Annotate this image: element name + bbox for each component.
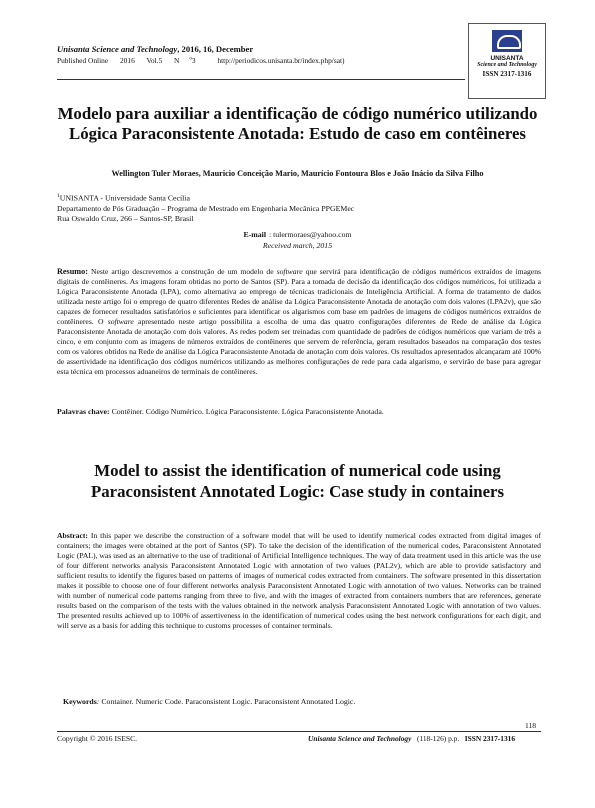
palavras-chave: Palavras chave: Contêiner. Código Numérico. Lógica Paraconsistente. Lógica Paraconsistente Anotada. — [57, 407, 384, 416]
affiliation — [57, 191, 354, 225]
footer-journal: Unisanta Science and Technology — [308, 734, 412, 743]
palavras-label: Palavras chave: — [57, 407, 110, 416]
publication-line — [57, 56, 355, 65]
resumo-label: Resumo: — [57, 267, 88, 276]
footer-copyright: Copyright © 2016 ISESC. — [57, 734, 138, 743]
journal-header — [57, 44, 253, 54]
logo-issn: ISSN 2317-1316 — [482, 70, 532, 78]
volume: Vol.5 — [146, 56, 163, 65]
logo-name: UNISANTA — [490, 55, 524, 62]
email-label: E-mail — [243, 230, 266, 239]
university-crest-icon — [492, 30, 522, 52]
resumo-paragraph: Resumo: Neste artigo descrevemos a construção de um modelo de software que servirá para identificação de códigos numéricos extraídos de imagens digitais de contêineres. As imagens foram obtidas no porto de Santos (SP). Para a tomada de decisão da identificação dos códigos numéricos, foi utilizada a Lógica Paraconsistente Anotada (LPA), como alternativa ao emprego de técnicas tradicionais de Inteligência Artificial. A forma de tratamento de dados utilizada neste artigo foi o emprego de quatro diferentes Redes de análise da Lógica Paraconsistente Anotada de anotação com dois valores (LPA2v), que são capazes de fornecer resultados satisfatórios e suficientes para identificar os algarismos com base em padrões de imagens de códigos numéricos extraídos de contêineres. O software apresentado neste artigo possibilita a escolha de uma das quatro configurações diferentes de Rede de análise da Lógica Paraconsistente Anotada de anotação com dois valores. As redes podem ser treinadas com quantidade de padrões de códigos numéricos que variam de três a cinco, e em conjunto com as imagens de números extraídos de contêineres que servem de referência, geram resultados baseados na comparação dos testes com os valores obtidos na Rede de análise da Lógica Paraconsistente Anotada de anotação com dois valores. Os resultados apresentados alcançaram até 100% de assertividade na identificação dos códigos numéricos utilizando as melhores configurações de rede para cada algarismo, e servirão de base para agregar esta técnica em processos aduaneiros de terminais de contêineres. — [57, 267, 541, 377]
affiliation-line-1: $^1$UNISANTA - Universidade Santa Cecília — [57, 193, 190, 203]
header-divider — [57, 79, 465, 80]
received-date: Received march, 2015 — [262, 241, 333, 250]
journal-logo-box — [468, 23, 546, 99]
journal-name: Unisanta Science and Technology — [57, 44, 178, 54]
journal-issue: , 2016, 16, December — [177, 44, 254, 54]
keywords-label: Keywords — [63, 697, 97, 706]
published-online: Published Online — [57, 56, 109, 65]
footer-issn: ISSN 2317-1316 — [464, 734, 516, 743]
footer-citation — [308, 734, 515, 743]
author-email — [0, 230, 595, 239]
page-number: 118 — [525, 721, 537, 730]
publication-year: 2016 — [119, 56, 135, 65]
keywords: Keywords: Container. Numeric Code. Paraconsistent Logic. Paraconsistent Annotated Logic. — [63, 697, 356, 706]
journal-url[interactable]: http://periodicos.unisanta.br/index.php/sat) — [217, 56, 345, 65]
article-title-en: Model to assist the identification of numerical code using Paraconsistent Annotated Logic: Case study in containers — [90, 461, 504, 501]
abstract-paragraph: Abstract: In this paper we describe the construction of a software model that will be used to identify numerical codes extracted from digital images of containers; the images were obtained at the port of Santos (SP). To take the decision of the identification of the numerical codes, Paraconsistent Annotated Logic (PAL), was used as an alternative to the use of traditional of Artificial Intelligence techniques. The way of data treatment used in this article was the use of four different networks analysis Paraconsistent Annotated Logic with annotation of two values (PAL2v), which are able to provide satisfactory and sufficient results to identify the figures based on patterns of images of numerical codes extracted from containers. The software presented in this dissertation makes it possible to choose one of four different networks analysis Paraconsistent Annotated Logic with annotation of two values. Networks can be trained with number of numerical code patterns ranging from three to five, and with the images of extracted from containers numbers that are references, generate results based on the comparison of the tests with the values obtained in the network analysis Paraconsistent Annotated Logic with annotation of two values. The presented results achieved up to 100% of assertiveness in the identification of numerical codes using the best network configurations for each digit, and will serve as a basis for adding this technique to customs processes of container terminals. — [57, 531, 541, 631]
email-address[interactable]: : tulermoraes@yahoo.com — [269, 230, 352, 239]
affiliation-line-3: Rua Oswaldo Cruz, 266 – Santos-SP, Brasil — [57, 214, 194, 224]
abstract-label: Abstract: — [57, 531, 88, 540]
article-title-pt: Modelo para auxiliar a identificação de código numérico utilizando Lógica Paraconsistente Anotada: Estudo de caso em contêineres — [57, 104, 538, 143]
logo-subtitle: Science and Technology — [477, 62, 537, 68]
issue-number: N $^o$3 — [174, 56, 196, 65]
author-list: Wellington Tuler Moraes, Mauricio Conceição Mario, Maurício Fontoura Blos e João Inácio da Silva Filho — [111, 169, 484, 178]
affiliation-line-2: Departamento de Pós Graduação – Programa de Mestrado em Engenharia Mecânica PPGEMec — [57, 204, 355, 213]
footer-divider — [57, 731, 541, 732]
footer-pages: (118-126) p.p. — [416, 734, 460, 743]
